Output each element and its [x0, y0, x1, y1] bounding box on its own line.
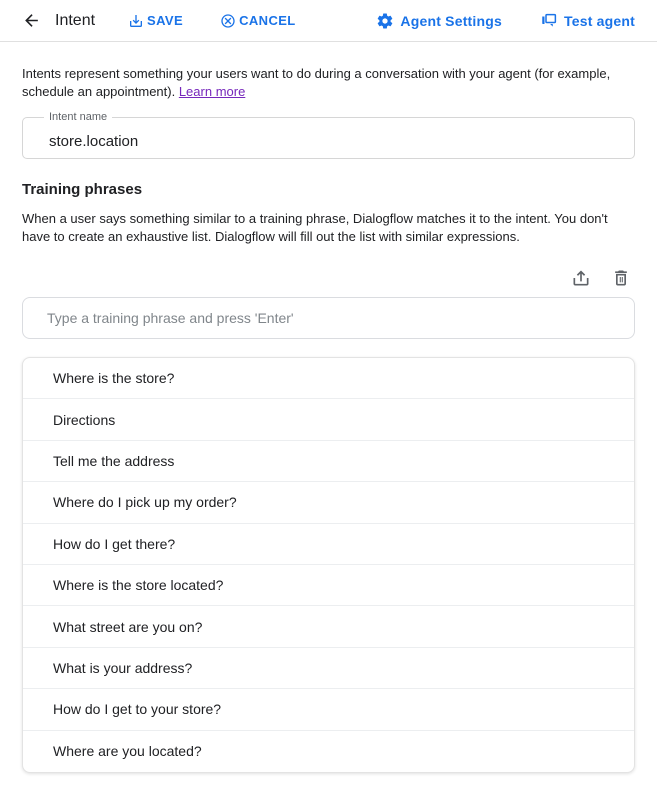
training-phrase-row[interactable]: Tell me the address: [23, 441, 634, 482]
training-phrase-list: [22, 357, 635, 773]
intent-editor: [0, 65, 657, 773]
intent-name-label: Intent name: [44, 111, 112, 124]
training-phrases-heading: Training phrases: [22, 181, 143, 198]
cancel-button[interactable]: [220, 13, 296, 29]
intent-description: [22, 65, 635, 101]
save-download-icon: [128, 13, 144, 29]
training-phrases-actions: [22, 266, 633, 290]
training-phrase-row[interactable]: Directions: [23, 399, 634, 440]
training-phrase-row[interactable]: How do I get there?: [23, 524, 634, 565]
gear-icon: [376, 12, 394, 30]
cancel-circle-icon: [220, 13, 236, 29]
training-phrase-input[interactable]: [22, 297, 635, 339]
training-phrase-row[interactable]: What street are you on?: [23, 606, 634, 647]
agent-settings-button[interactable]: [376, 12, 502, 30]
trash-icon: [611, 268, 631, 288]
page-title: Intent: [55, 11, 96, 29]
training-phrase-row[interactable]: Where do I pick up my order?: [23, 482, 634, 523]
learn-more-link[interactable]: Learn more: [178, 84, 246, 99]
upload-button[interactable]: [569, 266, 593, 290]
training-phrases-description: When a user says something similar to a training phrase, Dialogflow matches it to the intent. You don't have to create an exhaustive list. Dialogflow will fill out the list with similar expressions.: [22, 211, 608, 244]
training-phrase-row[interactable]: Where is the store located?: [23, 565, 634, 606]
upload-icon: [571, 268, 591, 288]
chat-forum-icon: [540, 12, 558, 30]
training-phrase-row[interactable]: Where are you located?: [53, 743, 202, 760]
arrow-back-icon: [22, 11, 41, 30]
agent-settings-label: Agent Settings: [400, 12, 503, 29]
back-button[interactable]: [22, 11, 41, 30]
cancel-button-label: CANCEL: [239, 13, 296, 28]
toolbar: [0, 0, 657, 42]
save-button[interactable]: [128, 13, 183, 29]
training-phrase-row[interactable]: How do I get to your store?: [23, 689, 634, 730]
training-phrase-row[interactable]: Where is the store?: [23, 358, 634, 399]
test-agent-button[interactable]: [540, 12, 635, 30]
intent-name-field: [22, 111, 635, 159]
save-button-label: SAVE: [147, 13, 184, 28]
intent-description-text: Intents represent something your users want to do during a conversation with your agent (for example, schedule an appointment).: [22, 66, 611, 99]
intent-name-input[interactable]: [23, 118, 634, 158]
delete-button[interactable]: [609, 266, 633, 290]
training-phrase-row[interactable]: What is your address?: [23, 648, 634, 689]
test-agent-label: Test agent: [564, 12, 635, 29]
